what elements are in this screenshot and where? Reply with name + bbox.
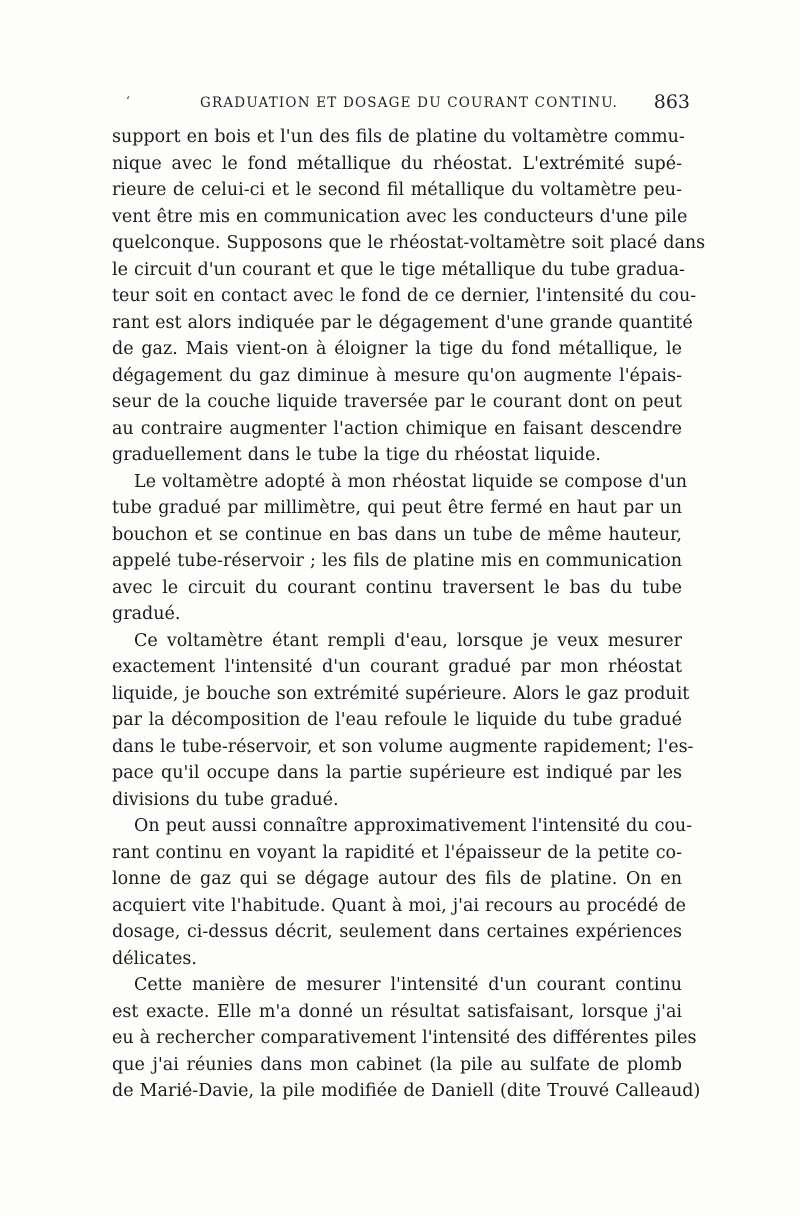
text-line: par la décomposition de l'eau refoule le liquide du tube gradué bbox=[112, 710, 682, 730]
text-line: divisions du tube gradué. bbox=[112, 789, 339, 810]
text-line: avec le circuit du courant continu traversent le bas du tube bbox=[112, 577, 682, 598]
text-line: vent être mis en communication avec les conducteurs d'une pile bbox=[112, 206, 688, 227]
text-line: liquide, je bouche son extrémité supérieure. Alors le gaz produit bbox=[112, 683, 690, 704]
text-line: Cette manière de mesurer l'intensité d'un courant continu bbox=[134, 975, 682, 995]
text-line: teur soit en contact avec le fond de ce dernier, l'intensité du cou- bbox=[112, 286, 697, 306]
text-line: bouchon et se continue en bas dans un tube de même hauteur, bbox=[112, 524, 682, 545]
text-line: nique avec le fond métallique du rhéostat. L'extrémité supé- bbox=[112, 153, 682, 174]
text-line: rant continu en voyant la rapidité et l'épaisseur de la petite co- bbox=[112, 842, 682, 863]
text-line: le circuit d'un courant et que le tige métallique du tube gradua- bbox=[112, 259, 685, 280]
text-line: dosage, ci-dessus décrit, seulement dans certaines expériences bbox=[112, 922, 682, 942]
text-line: tube gradué par millimètre, qui peut être fermé en haut par un bbox=[112, 498, 682, 518]
text-line: lonne de gaz qui se dégage autour des fils de platine. On en bbox=[112, 869, 682, 889]
text-line: acquiert vite l'habitude. Quant à moi, j'ai recours au procédé de bbox=[112, 895, 686, 916]
text-line: Ce voltamètre étant rempli d'eau, lorsque je veux mesurer bbox=[134, 630, 682, 651]
text-line: rieure de celui-ci et le second fil métallique du voltamètre peu- bbox=[112, 180, 682, 200]
page-number: 863 bbox=[653, 91, 690, 113]
header-mark: ʻ bbox=[126, 94, 130, 108]
text-line: On peut aussi connaître approximativement l'intensité du cou- bbox=[134, 816, 693, 836]
text-line: de Marié-Davie, la pile modifiée de Daniell (dite Trouvé Calleaud) bbox=[112, 1081, 701, 1101]
text-line: quelconque. Supposons que le rhéostat-voltamètre soit placé dans bbox=[112, 233, 706, 253]
text-line: au contraire augmenter l'action chimique en faisant descendre bbox=[112, 418, 682, 439]
text-line: appelé tube-réservoir ; les fils de platine mis en communication bbox=[112, 551, 682, 571]
text-line: eu à rechercher comparativement l'intensité des différentes piles bbox=[112, 1028, 697, 1048]
text-line: pace qu'il occupe dans la partie supérieure est indiqué par les bbox=[112, 763, 682, 783]
text-line: délicates. bbox=[112, 948, 197, 969]
text-line: dans le tube-réservoir, et son volume augmente rapidement; l'es- bbox=[112, 736, 694, 757]
text-line: de gaz. Mais vient-on à éloigner la tige du fond métallique, le bbox=[112, 339, 682, 359]
text-line: support en bois et l'un des fils de platine du voltamètre commu- bbox=[112, 127, 685, 147]
text-line: gradué. bbox=[112, 604, 181, 624]
text-line: rant est alors indiquée par le dégagement d'une grande quantité bbox=[112, 312, 693, 333]
text-line: graduellement dans le tube la tige du rhéostat liquide. bbox=[112, 445, 601, 465]
text-line: dégagement du gaz diminue à mesure qu'on augmente l'épais- bbox=[112, 365, 682, 386]
text-line: Le voltamètre adopté à mon rhéostat liquide se compose d'un bbox=[134, 471, 688, 492]
running-header bbox=[112, 92, 690, 116]
text-line: que j'ai réunies dans mon cabinet (la pile au sulfate de plomb bbox=[112, 1054, 682, 1075]
text-line: exactement l'intensité d'un courant gradué par mon rhéostat bbox=[112, 657, 682, 677]
text-line: est exacte. Elle m'a donné un résultat satisfaisant, lorsque j'ai bbox=[112, 1001, 682, 1022]
header-title: GRADUATION ET DOSAGE DU COURANT CONTINU. bbox=[200, 95, 619, 111]
body-text bbox=[112, 124, 706, 1105]
text-line: seur de la couche liquide traversée par le courant dont on peut bbox=[112, 392, 682, 412]
